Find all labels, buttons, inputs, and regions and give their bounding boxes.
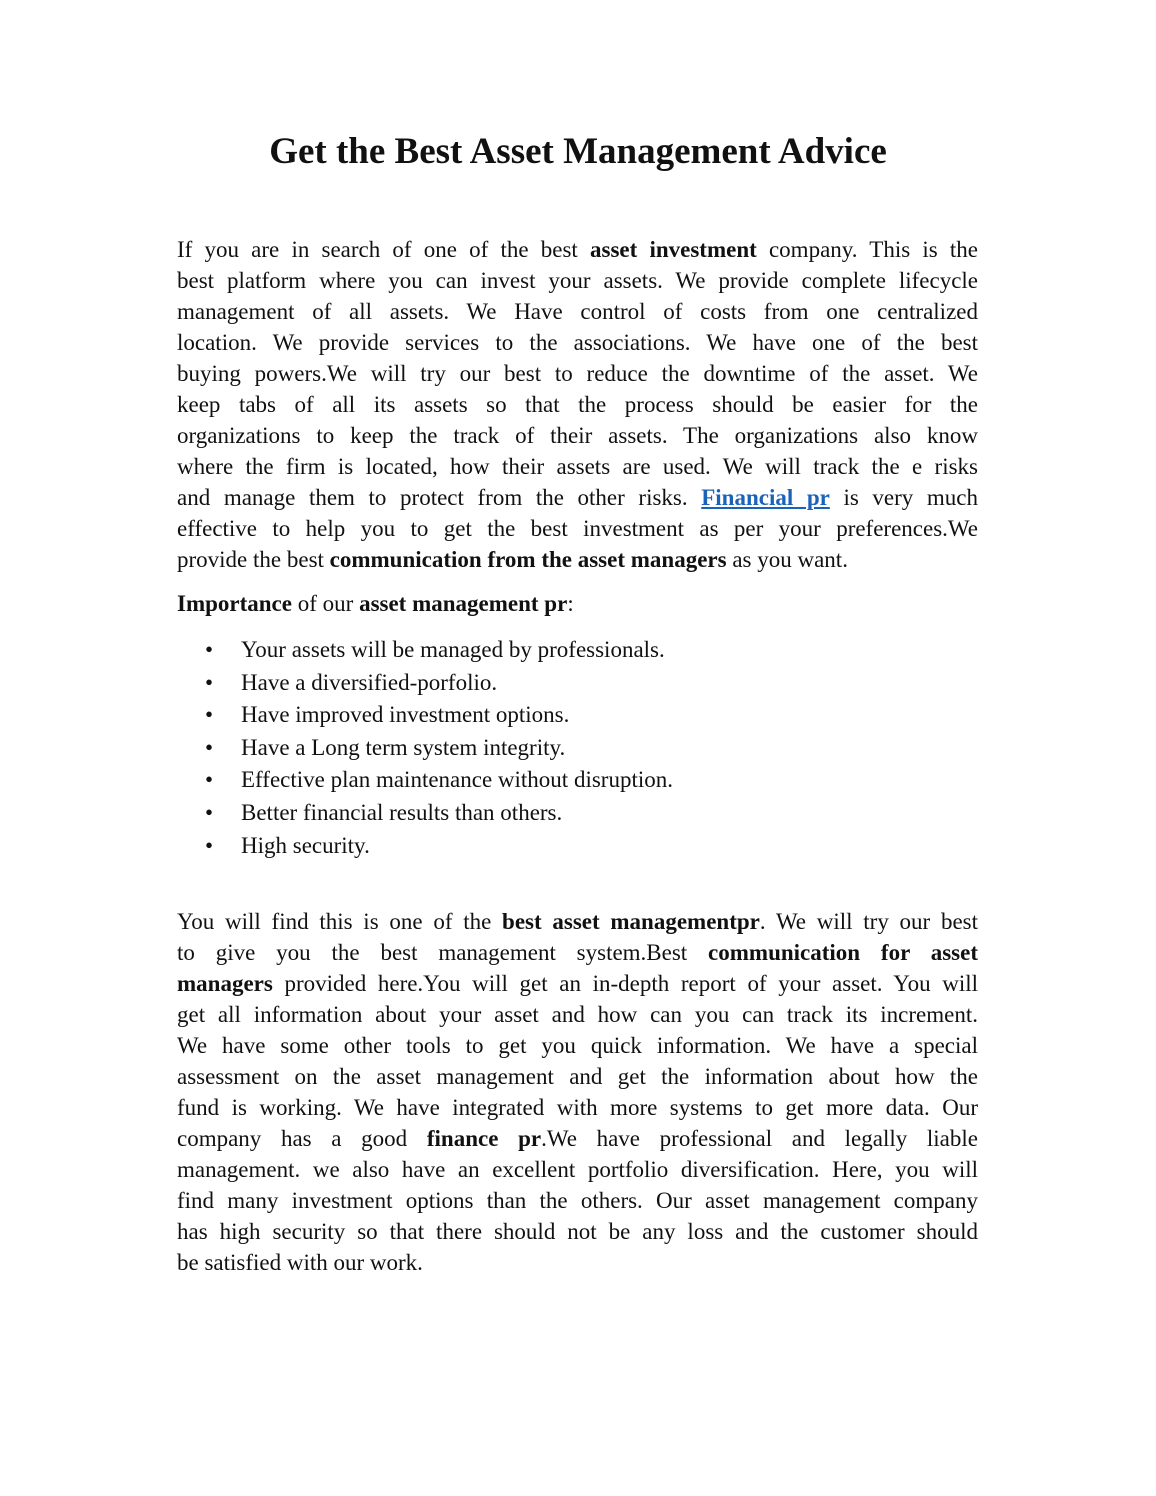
text-line	[177, 1061, 978, 1092]
text-run: is very much	[829, 485, 978, 510]
text-run: management of all assets. We Have control of costs from one centralized	[177, 299, 978, 324]
text-run: and manage them to protect from the other risks.	[177, 485, 702, 510]
bold-text: best asset managementpr	[502, 909, 760, 934]
text-line	[177, 1123, 978, 1154]
text-run: . We will try our best	[759, 909, 978, 934]
text-line	[177, 968, 978, 999]
text-run: .We have professional and legally liable	[541, 1126, 978, 1151]
bullet-icon: •	[205, 799, 214, 825]
text-line	[177, 999, 978, 1030]
text-run: organizations to keep the track of their assets. The organizations also know	[177, 423, 978, 448]
text-line	[177, 265, 978, 296]
text-run: of our	[291, 591, 360, 616]
text-line	[177, 1247, 978, 1278]
bullet-icon: •	[205, 702, 214, 728]
text-run: location. We provide services to the associations. We have one of the best	[177, 330, 978, 355]
bullet-icon: •	[205, 637, 214, 662]
bold-text: Importance	[177, 591, 292, 616]
text-run: fund is working. We have integrated with more systems to get more data. Our	[177, 1095, 978, 1120]
text-run: We have some other tools to get you quick information. We have a special	[177, 1033, 978, 1058]
text-line	[177, 1216, 978, 1247]
text-line	[177, 234, 978, 265]
text-run: buying powers.We will try our best to reduce the downtime of the asset. We	[177, 361, 978, 386]
text-line	[177, 937, 978, 968]
text-run: where the firm is located, how their assets are used. We will track the e risks	[177, 454, 978, 479]
text-run: effective to help you to get the best investment as per your preferences.We	[177, 516, 978, 541]
text-line	[177, 1154, 978, 1185]
text-run: You will find this is one of the	[177, 909, 503, 934]
text-line	[177, 451, 978, 482]
text-line	[177, 1092, 978, 1123]
bullet-icon: •	[205, 669, 214, 695]
text-line	[177, 358, 978, 389]
text-line	[177, 1185, 978, 1216]
text-run: get all information about your asset and how can you can track its increment.	[177, 1002, 978, 1027]
text-run: as you want.	[726, 547, 848, 572]
text-run: company. This is the	[756, 237, 978, 262]
financial-pr-link[interactable]: Financial pr	[701, 485, 830, 510]
text-line	[177, 482, 978, 513]
intro-paragraph	[177, 234, 978, 575]
text-line	[177, 296, 978, 327]
text-line	[177, 906, 978, 937]
text-run: find many investment options than the others. Our asset management company	[177, 1188, 978, 1213]
text-run: provided here.You will get an in-depth report of your asset. You will	[272, 971, 978, 996]
text-run: company has a good	[177, 1126, 427, 1151]
list-item: • Your assets will be managed by professionals.	[177, 634, 673, 667]
bullet-icon: •	[205, 767, 214, 793]
text-line	[177, 544, 978, 575]
text-run: management. we also have an excellent portfolio diversification. Here, you will	[177, 1157, 978, 1182]
text-run: provide the best	[177, 547, 330, 572]
text-run: assessment on the asset management and get the information about how the	[177, 1064, 978, 1089]
bold-text: communication from the asset managers	[329, 547, 727, 572]
list-item: • High security.	[177, 830, 673, 863]
text-run: If you are in search of one of the best	[177, 237, 591, 262]
importance-heading	[177, 588, 978, 619]
text-run: best platform where you can invest your assets. We provide complete lifecycle	[177, 268, 978, 293]
text-line	[177, 327, 978, 358]
text-line	[177, 513, 978, 544]
text-line	[177, 389, 978, 420]
text-line	[177, 588, 978, 619]
list-item: • Have improved investment options.	[177, 699, 673, 732]
text-line	[177, 1030, 978, 1061]
bold-text: finance pr	[426, 1126, 542, 1151]
page-title: Get the Best Asset Management Advice	[269, 131, 887, 172]
list-item: • Better financial results than others.	[177, 797, 673, 830]
text-line	[177, 420, 978, 451]
bold-text: communication for asset	[708, 940, 978, 965]
text-run: to give you the best management system.Best	[177, 940, 709, 965]
list-item: • Have a Long term system integrity.	[177, 732, 673, 765]
bold-text: asset investment	[590, 237, 757, 262]
text-run: has high security so that there should not be any loss and the customer should	[177, 1219, 978, 1244]
bold-text: asset management pr	[359, 591, 568, 616]
text-run: be satisfied with our work.	[177, 1250, 423, 1275]
list-item: • Effective plan maintenance without disruption.	[177, 764, 673, 797]
importance-list	[177, 634, 673, 862]
bold-text: managers	[177, 971, 273, 996]
list-item: • Have a diversified-porfolio.	[177, 667, 673, 700]
closing-paragraph	[177, 906, 978, 1278]
text-run: keep tabs of all its assets so that the process should be easier for the	[177, 392, 978, 417]
bullet-icon: •	[205, 734, 214, 760]
bullet-icon: •	[205, 832, 214, 858]
text-run: :	[567, 591, 574, 616]
